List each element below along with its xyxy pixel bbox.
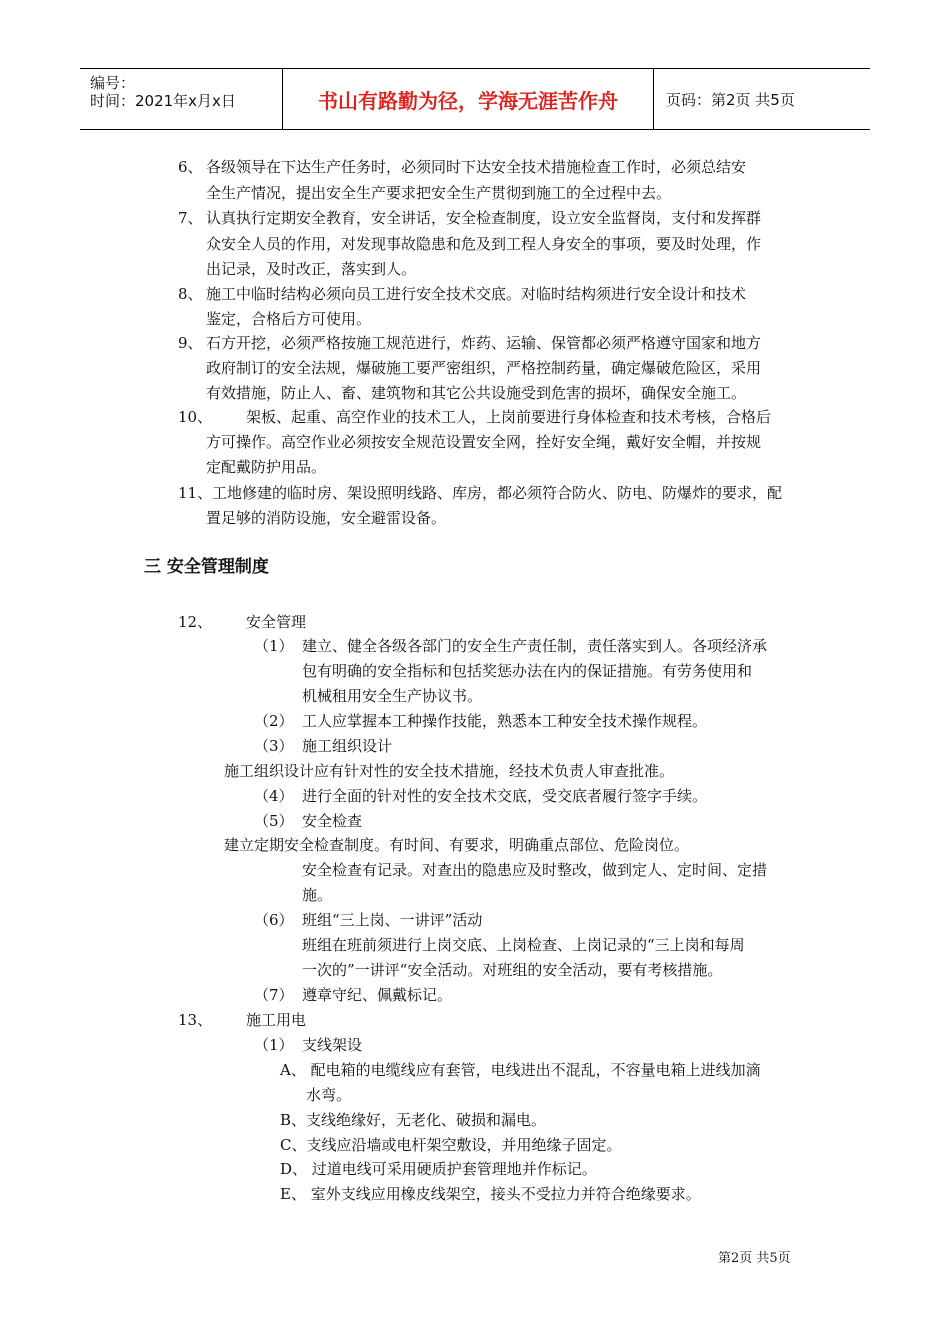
para-line: 包有明确的安全指标和包括奖惩办法在内的保证措施。有劳务使用和 <box>302 662 753 680</box>
para-line: 支线架设 <box>302 1036 363 1054</box>
para-number: （1） <box>254 1036 294 1054</box>
item-line: 施工中临时结构必须向员工进行安全技术交底。对临时结构须进行安全设计和技术 <box>206 285 747 303</box>
subsection-title: 安全管理 <box>246 613 307 631</box>
para-line: B、支线绝缘好，无老化、破损和漏电。 <box>280 1111 547 1129</box>
para-line: 建立、健全各级各部门的安全生产责任制，责任落实到人。各项经济承 <box>302 637 768 655</box>
para-line: 遵章守纪、佩戴标记。 <box>302 986 453 1004</box>
page-header <box>80 68 870 130</box>
para-line: 进行全面的针对性的安全技术交底，受交底者履行签字手续。 <box>302 787 708 805</box>
para-number: （1） <box>254 637 294 655</box>
item-line: 架板、起重、高空作业的技术工人，上岗前要进行身体检查和技术考核，合格后 <box>246 408 772 426</box>
para-line: A、 配电箱的电缆线应有套管，电线进出不混乱，不容量电箱上进线加滴 <box>280 1061 761 1079</box>
para-number: （2） <box>254 712 294 730</box>
item-number: 8、 <box>178 285 203 303</box>
code-label: 编号： <box>90 74 136 92</box>
page-footer: 第2页 共5页 <box>718 1251 791 1266</box>
item-line: 众安全人员的作用，对发现事故隐患和危及到工程人身安全的事项，要及时处理，作 <box>206 235 762 253</box>
para-line: 工人应掌握本工种操作技能，熟悉本工种安全技术操作规程。 <box>302 712 708 730</box>
para-number: （3） <box>254 737 294 755</box>
item-line: 工地修建的临时房、架设照明线路、库房，都必须符合防火、防电、防爆炸的要求，配 <box>212 484 783 502</box>
item-number: 13、 <box>178 1011 213 1029</box>
header-page-number: 页码：第2页 共5页 <box>666 90 795 109</box>
para-number: （4） <box>254 787 294 805</box>
item-line: 认真执行定期安全教育，安全讲话，安全检查制度，设立安全监督岗，支付和发挥群 <box>206 209 762 227</box>
item-line: 有效措施，防止人、畜、建筑物和其它公共设施受到危害的损坏，确保安全施工。 <box>206 384 747 402</box>
item-number: 7、 <box>178 209 203 227</box>
item-line: 各级领导在下达生产任务时，必须同时下达安全技术措施检查工作时，必须总结安 <box>206 158 747 176</box>
item-line: 出记录，及时改正，落实到人。 <box>206 260 417 278</box>
para-line: 建立定期安全检查制度。有时间、有要求，明确重点部位、危险岗位。 <box>224 836 690 854</box>
time-label: 时间：2021年x月x日 <box>90 92 236 110</box>
header-motto: 书山有路勤为径，学海无涯苦作舟 <box>282 69 654 129</box>
para-line: 机械租用安全生产协议书。 <box>302 687 483 705</box>
para-number: （7） <box>254 986 294 1004</box>
item-line: 石方开挖，必须严格按施工规范进行，炸药、运输、保管都必须严格遵守国家和地方 <box>206 334 762 352</box>
para-line: 施工组织设计应有针对性的安全技术措施，经技术负责人审查批准。 <box>224 762 675 780</box>
item-number: 11、 <box>178 484 213 502</box>
item-number: 12、 <box>178 613 213 631</box>
para-line: C、支线应沿墙或电杆架空敷设，并用绝缘子固定。 <box>280 1136 622 1154</box>
item-number: 10、 <box>178 408 213 426</box>
para-line: 班组在班前须进行上岗交底、上岗检查、上岗记录的“三上岗和每周 <box>302 936 745 954</box>
para-line: 一次的”一讲评“安全活动。对班组的安全活动，要有考核措施。 <box>302 961 723 979</box>
item-number: 6、 <box>178 158 203 176</box>
section-title: 三 安全管理制度 <box>144 557 269 577</box>
item-line: 定配戴防护用品。 <box>206 458 327 476</box>
para-line: E、 室外支线应用橡皮线架空，接头不受拉力并符合绝缘要求。 <box>280 1185 701 1203</box>
para-line: 施。 <box>302 886 333 904</box>
para-line: 施工组织设计 <box>302 737 393 755</box>
subsection-title: 施工用电 <box>246 1011 307 1029</box>
para-line: 安全检查 <box>302 812 363 830</box>
item-line: 全生产情况，提出安全生产要求把安全生产贯彻到施工的全过程中去。 <box>206 184 672 202</box>
item-line: 方可操作。高空作业必须按安全规范设置安全网，拴好安全绳，戴好安全帽，并按规 <box>206 433 762 451</box>
item-number: 9、 <box>178 334 203 352</box>
item-line: 置足够的消防设施，安全避雷设备。 <box>206 509 447 527</box>
para-line: D、 过道电线可采用硬质护套管理地并作标记。 <box>280 1160 597 1178</box>
para-line: 安全检查有记录。对查出的隐患应及时整改，做到定人、定时间、定措 <box>302 861 768 879</box>
para-number: （5） <box>254 812 294 830</box>
para-number: （6） <box>254 911 294 929</box>
item-line: 鉴定，合格后方可使用。 <box>206 310 372 328</box>
header-meta <box>80 69 282 129</box>
para-line: 水弯。 <box>306 1086 352 1104</box>
para-line: 班组“三上岗、一讲评”活动 <box>302 911 483 929</box>
item-line: 政府制订的安全法规，爆破施工要严密组织，严格控制药量，确定爆破危险区，采用 <box>206 359 762 377</box>
